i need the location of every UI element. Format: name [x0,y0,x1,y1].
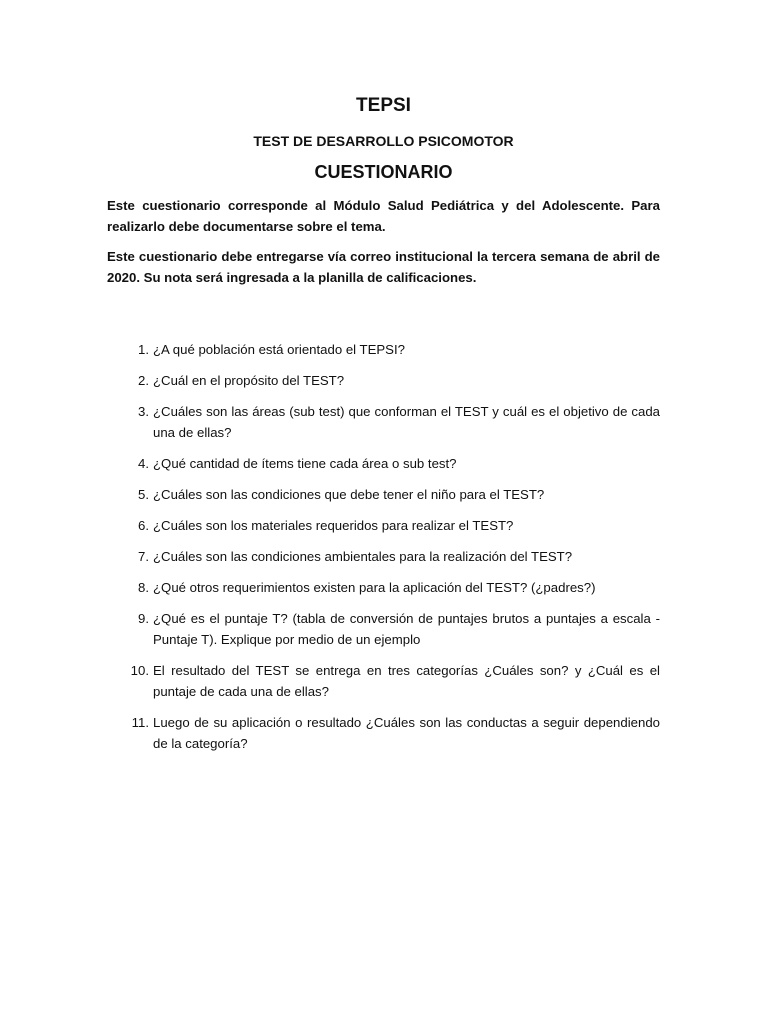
question-item [107,401,660,443]
question-text: ¿A qué población está orientado el TEPSI? [153,342,405,357]
question-number: 9. [138,611,149,626]
question-text: El resultado del TEST se entrega en tres categorías ¿Cuáles son? y ¿Cuál es el puntaje de cada una de ellas? [153,663,660,699]
question-number: 1. [138,342,149,357]
intro-paragraph: Este cuestionario debe entregarse vía correo institucional la tercera semana de abril de 2020. Su nota será ingresada a la planilla de calificaciones. [107,249,660,285]
question-text: Luego de su aplicación o resultado ¿Cuáles son las conductas a seguir dependiendo de la categoría? [153,715,660,751]
question-list [107,339,660,754]
question-text: ¿Cuáles son las condiciones que debe tener el niño para el TEST? [153,487,545,502]
question-text: ¿Qué otros requerimientos existen para la aplicación del TEST? (¿padres?) [153,580,596,595]
question-text: ¿Qué es el puntaje T? (tabla de conversión de puntajes brutos a puntajes a escala - Puntaje T). Explique por medio de un ejemplo [153,611,660,647]
question-item [107,453,660,474]
question-number: 8. [138,580,149,595]
question-item [107,546,660,567]
question-item [107,484,660,505]
question-number: 11. [131,715,149,730]
question-number: 7. [138,549,149,564]
document-subtitle: TEST DE DESARROLLO PSICOMOTOR [253,133,514,149]
document-title: TEPSI [356,95,411,116]
question-item [107,577,660,598]
question-number: 6. [138,518,149,533]
question-item [107,660,660,702]
question-item [107,608,660,650]
question-number: 10. [130,663,149,678]
question-number: 5. [138,487,149,502]
question-text: ¿Qué cantidad de ítems tiene cada área o sub test? [153,456,457,471]
question-number: 2. [138,373,149,388]
question-number: 3. [138,404,149,419]
question-text: ¿Cuáles son los materiales requeridos para realizar el TEST? [153,518,514,533]
question-item [107,712,660,754]
question-number: 4. [138,456,149,471]
section-heading: CUESTIONARIO [314,162,453,182]
question-item [107,370,660,391]
question-text: ¿Cuáles son las áreas (sub test) que conforman el TEST y cuál es el objetivo de cada una de ellas? [153,404,660,440]
question-item [107,339,660,360]
question-text: ¿Cuál en el propósito del TEST? [153,373,345,388]
question-item [107,515,660,536]
question-text: ¿Cuáles son las condiciones ambientales para la realización del TEST? [153,549,573,564]
intro-paragraph: Este cuestionario corresponde al Módulo Salud Pediátrica y del Adolescente. Para realizarlo debe documentarse sobre el tema. [107,198,660,234]
